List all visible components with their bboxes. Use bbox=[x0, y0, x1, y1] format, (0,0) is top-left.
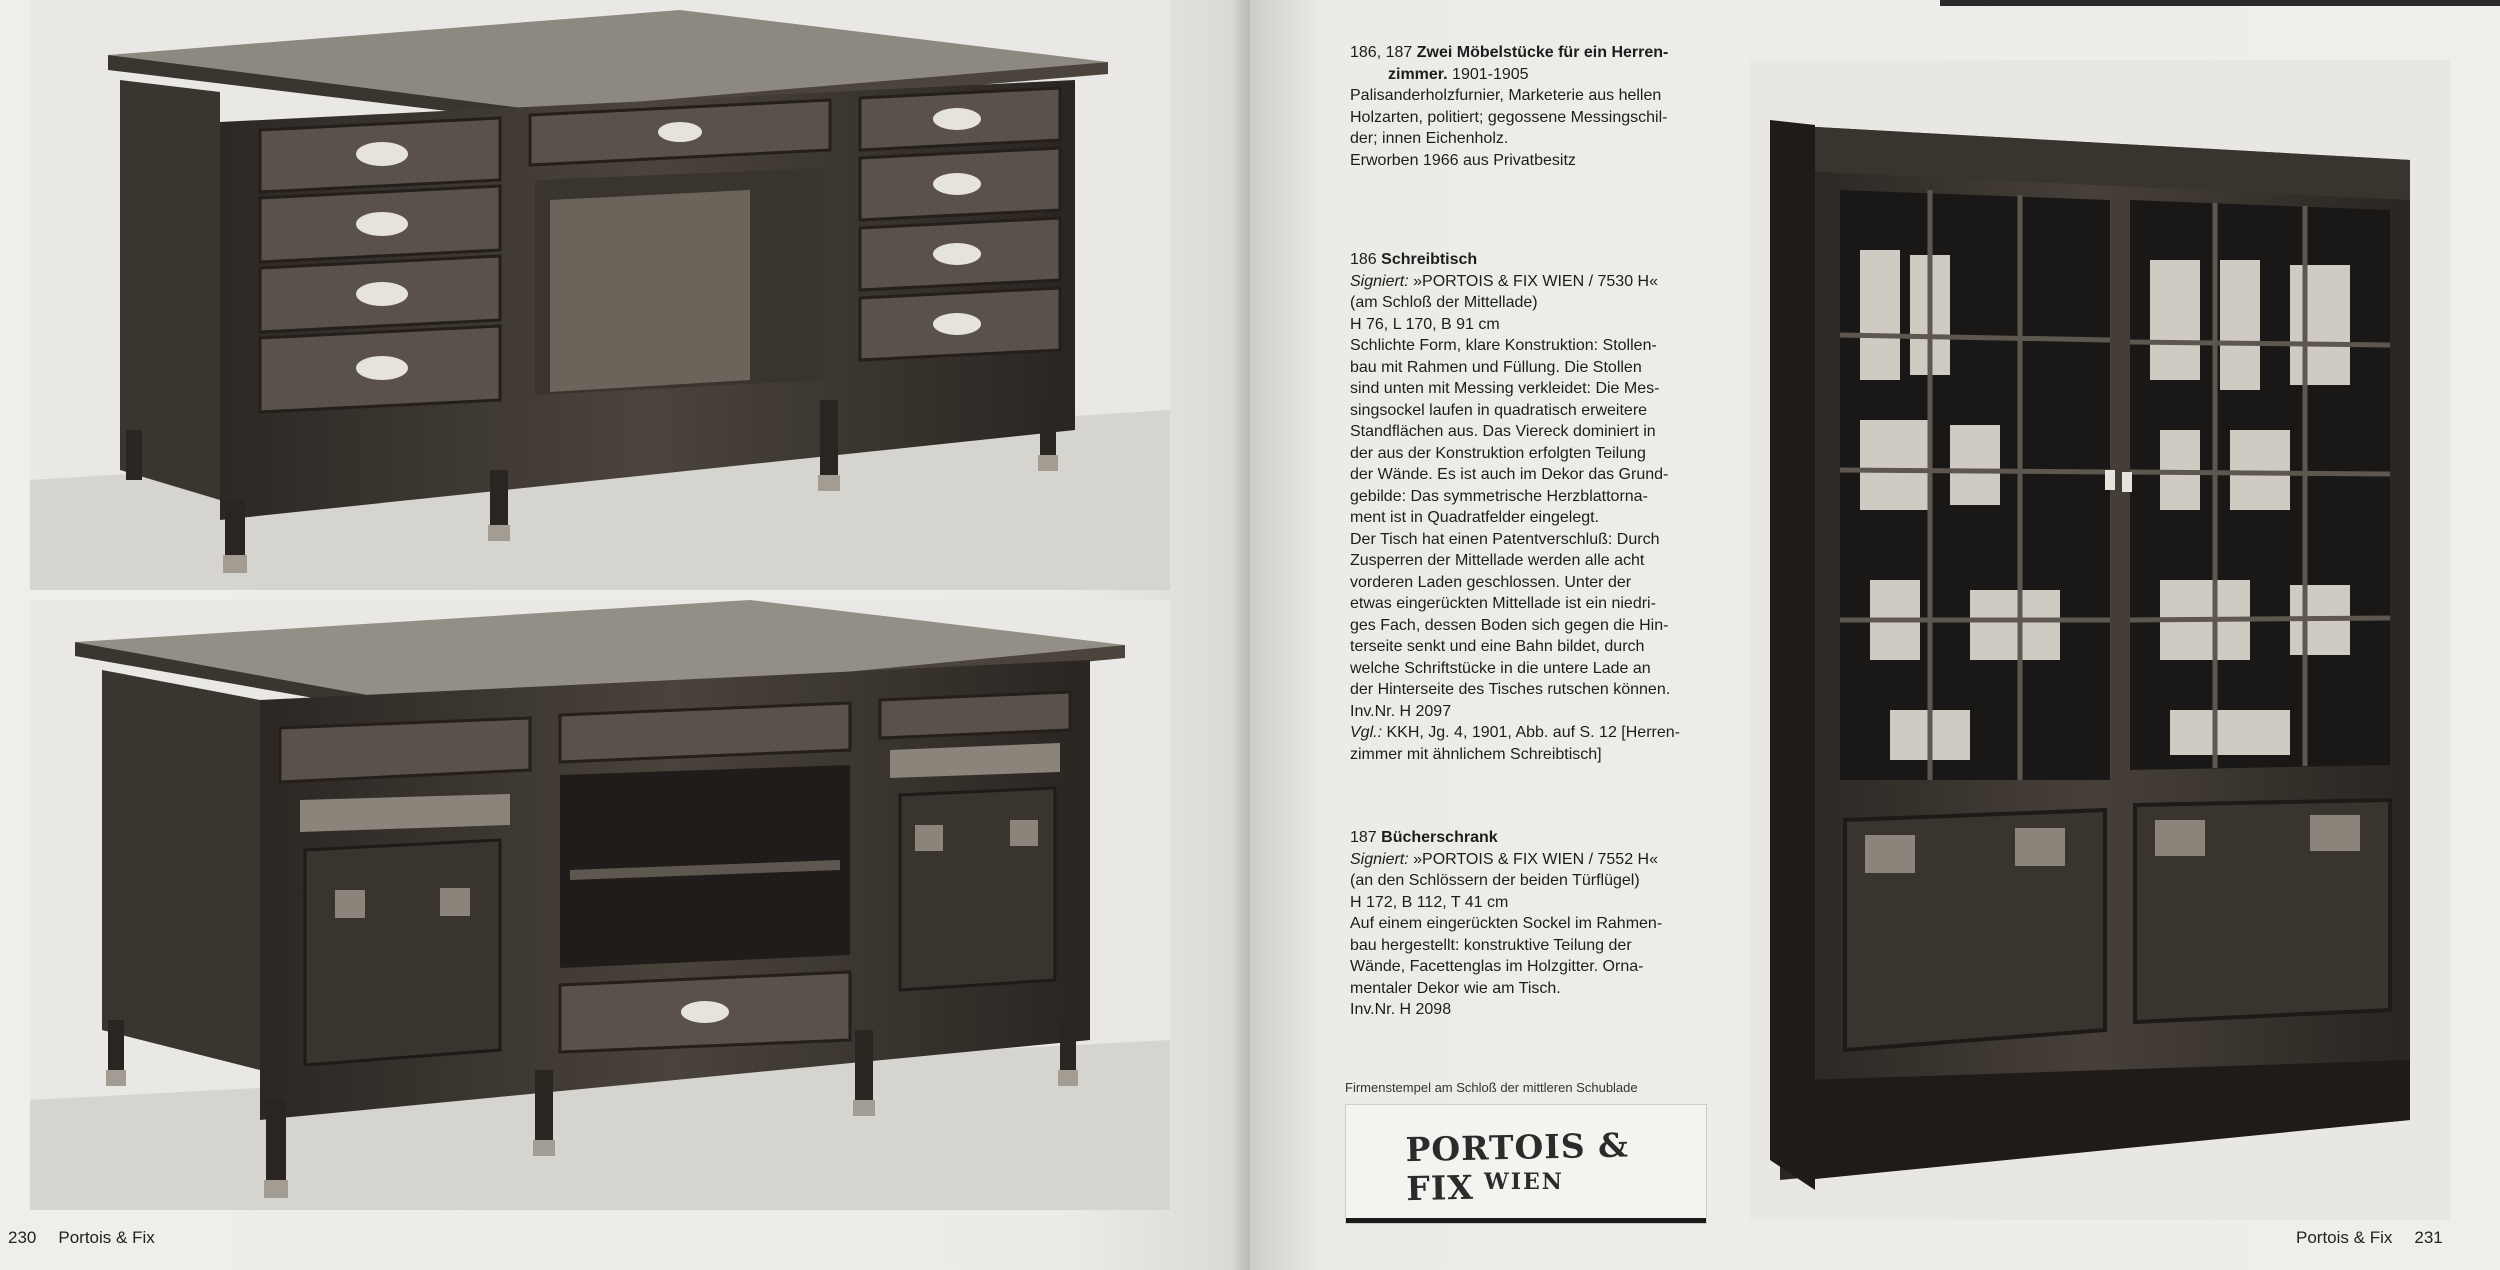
text-line: Wände, Facettenglas im Holzgitter. Orna- bbox=[1350, 958, 1644, 975]
bookcase-illustration bbox=[1750, 60, 2450, 1220]
signed-label: Signiert: bbox=[1350, 850, 1409, 868]
running-head: Portois & Fix bbox=[2296, 1228, 2393, 1247]
signed-label: Signiert: bbox=[1350, 272, 1409, 290]
entry-187 bbox=[1350, 827, 1720, 1021]
reference-text: KKH, Jg. 4, 1901, Abb. auf S. 12 [Herren- bbox=[1386, 724, 1680, 741]
entry-186 bbox=[1350, 249, 1720, 765]
running-head: Portois & Fix bbox=[58, 1228, 155, 1247]
text-line: Schlichte Form, klare Konstruktion: Stollen- bbox=[1350, 337, 1657, 354]
desk-front-illustration bbox=[30, 0, 1170, 590]
text-line: der aus der Konstruktion erfolgten Teilung bbox=[1350, 444, 1646, 462]
text-line: ges Fach, dessen Boden sich gegen die Hin- bbox=[1350, 616, 1669, 634]
inventory-number: Inv.Nr. H 2097 bbox=[1350, 702, 1452, 720]
signed-text: »PORTOIS & FIX WIEN / 7530 H« bbox=[1413, 272, 1658, 290]
catalogue-text bbox=[1350, 42, 1720, 1091]
dimensions: H 76, L 170, B 91 cm bbox=[1350, 315, 1500, 333]
text-line: vorderen Laden geschlossen. Unter der bbox=[1350, 573, 1632, 591]
entry-186-187 bbox=[1350, 42, 1720, 171]
firm-stamp-image bbox=[1345, 1104, 1707, 1224]
entry-number: 186 bbox=[1350, 251, 1377, 268]
text-line: terseite senkt und eine Bahn bildet, durch bbox=[1350, 638, 1645, 655]
text-line: sind unten mit Messing verkleidet: Die Mes- bbox=[1350, 380, 1660, 397]
text-line: Erworben 1966 aus Privatbesitz bbox=[1350, 151, 1576, 169]
text-line: singsockel laufen in quadratisch erweitere bbox=[1350, 401, 1648, 419]
text-line: Zusperren der Mittellade werden alle acht bbox=[1350, 552, 1645, 569]
entry-number: 187 bbox=[1350, 829, 1377, 846]
entry-title: Bücherschrank bbox=[1381, 829, 1498, 846]
text-line: bau hergestellt: konstruktive Teilung der bbox=[1350, 936, 1632, 954]
stamp-caption: Firmenstempel am Schloß der mittleren Schublade bbox=[1345, 1080, 1638, 1095]
text-line: Auf einem eingerückten Sockel im Rahmen- bbox=[1350, 915, 1663, 932]
text-line: der; innen Eichenholz. bbox=[1350, 130, 1509, 147]
text-line: bau mit Rahmen und Füllung. Die Stollen bbox=[1350, 358, 1642, 376]
text-line: Standflächen aus. Das Viereck dominiert in bbox=[1350, 423, 1656, 440]
entry-title-part1: Zwei Möbelstücke für ein Herren- bbox=[1416, 44, 1669, 61]
top-edge-bar bbox=[1940, 0, 2500, 6]
desk-back-illustration bbox=[30, 600, 1170, 1210]
entry-heading-line2 bbox=[1350, 64, 1720, 86]
reference-label: Vgl.: bbox=[1350, 724, 1383, 741]
signed-text: »PORTOIS & FIX WIEN / 7552 H« bbox=[1413, 850, 1658, 868]
reference-text-cont: zimmer mit ähnlichem Schreibtisch] bbox=[1350, 745, 1602, 763]
text-line: Der Tisch hat einen Patentverschluß: Durch bbox=[1350, 530, 1660, 548]
text-line: gebilde: Das symmetrische Herzblattorna- bbox=[1350, 487, 1648, 505]
page-number: 231 bbox=[2414, 1228, 2443, 1247]
entry-heading bbox=[1350, 249, 1720, 271]
dimensions: H 172, B 112, T 41 cm bbox=[1350, 893, 1509, 911]
text-line: der Hinterseite des Tisches rutschen können. bbox=[1350, 681, 1671, 698]
signed-location: (am Schloß der Mittellade) bbox=[1350, 294, 1538, 311]
entry-numbers: 186, 187 bbox=[1350, 44, 1413, 61]
text-line: mentaler Dekor wie am Tisch. bbox=[1350, 979, 1561, 997]
signature-line bbox=[1350, 271, 1720, 293]
text-line: Holzarten, politiert; gegossene Messingschil- bbox=[1350, 108, 1668, 126]
text-line: der Wände. Es ist auch im Dekor das Grund- bbox=[1350, 466, 1669, 483]
reference-line bbox=[1350, 722, 1720, 744]
text-line: etwas eingerückten Mittellade ist ein niedri- bbox=[1350, 595, 1656, 612]
inventory-number: Inv.Nr. H 2098 bbox=[1350, 1001, 1452, 1018]
signature-line bbox=[1350, 849, 1720, 871]
stamp-rule bbox=[1346, 1218, 1706, 1223]
stamp-line1: PORTOIS & FIX bbox=[1405, 1125, 1630, 1209]
desk-back-photo bbox=[30, 600, 1170, 1210]
desk-front-photo bbox=[30, 0, 1170, 590]
entry-title: Schreibtisch bbox=[1381, 251, 1478, 268]
stamp-line2: WIEN bbox=[1484, 1169, 1564, 1195]
entry-heading bbox=[1350, 827, 1720, 849]
left-folio bbox=[8, 1228, 155, 1248]
entry-dates: 1901-1905 bbox=[1452, 65, 1529, 83]
bookcase-photo bbox=[1750, 60, 2450, 1220]
entry-title-part2: zimmer. bbox=[1388, 65, 1448, 83]
entry-heading bbox=[1350, 42, 1720, 64]
page-number: 230 bbox=[8, 1228, 37, 1247]
text-line: welche Schriftstücke in die untere Lade an bbox=[1350, 659, 1651, 677]
text-line: ment ist in Quadratfelder eingelegt. bbox=[1350, 509, 1600, 526]
text-line: Palisanderholzfurnier, Marketerie aus hellen bbox=[1350, 87, 1662, 104]
signed-location: (an den Schlössern der beiden Türflügel) bbox=[1350, 872, 1640, 889]
right-folio bbox=[2296, 1228, 2443, 1248]
